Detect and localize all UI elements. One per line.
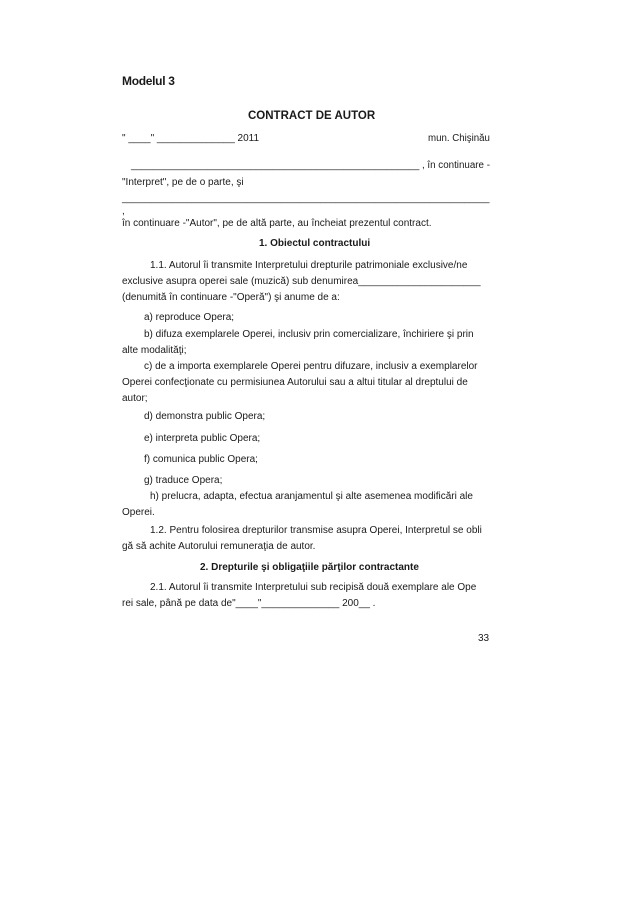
model-label: Modelul 3 — [122, 74, 175, 88]
p1-1-line3: (denumită în continuare -"Operă") şi anume de a: — [122, 292, 340, 303]
item-a: a) reproduce Opera; — [144, 312, 235, 323]
item-b-line2: alte modalităţi; — [122, 345, 187, 356]
item-g: g) traduce Opera; — [144, 475, 223, 486]
p1-1-line2: exclusive asupra operei sale (muzică) sub denumirea______________________ — [122, 276, 481, 287]
item-c-line3: autor; — [122, 393, 148, 404]
party1-blank: _____________________________________________________ , în continuare - — [131, 160, 490, 171]
page-number: 33 — [478, 633, 490, 644]
party2-comma: , — [122, 206, 125, 217]
date-line: " ____" ______________ 2011 — [122, 133, 260, 144]
party1-label: "Interpret", pe de o parte, şi — [122, 177, 244, 188]
item-f: f) comunica public Opera; — [144, 454, 258, 465]
item-c-line1: c) de a importa exemplarele Operei pentru difuzare, inclusiv a exemplarelor — [144, 361, 478, 372]
p1-2-line2: gă să achite Autorului remuneraţia de autor. — [122, 541, 316, 552]
item-b-line1: b) difuza exemplarele Operei, inclusiv prin comercializare, închiriere şi prin — [144, 329, 474, 340]
item-c-line2: Operei confecţionate cu permisiunea Autorului sau a altui titular al dreptului de — [122, 377, 468, 388]
p1-2-line1: 1.2. Pentru folosirea drepturilor transmise asupra Operei, Interpretul se obli — [150, 525, 482, 536]
section2-title: 2. Drepturile şi obligaţiile părţilor contractante — [200, 562, 419, 573]
p1-1-line1: 1.1. Autorul îi transmite Interpretului drepturile patrimoniale exclusive/ne — [150, 260, 468, 271]
party2-blank: __________________________________________________________________________ — [122, 193, 490, 204]
item-e: e) interpreta public Opera; — [144, 433, 261, 444]
document-title: CONTRACT DE AUTOR — [248, 110, 376, 122]
city: mun. Chişinău — [428, 133, 490, 144]
item-d: d) demonstra public Opera; — [144, 411, 266, 422]
p2-1-line1: 2.1. Autorul îi transmite Interpretului sub recipisă două exemplare ale Ope — [150, 582, 477, 593]
party2-label: în continuare -"Autor", pe de altă parte, au încheiat prezentul contract. — [122, 218, 432, 229]
item-h-line1: h) prelucra, adapta, efectua aranjamentul şi alte asemenea modificări ale — [150, 491, 473, 502]
section1-title: 1. Obiectul contractului — [259, 238, 371, 249]
item-h-line2: Operei. — [122, 507, 155, 518]
p2-1-line2: rei sale, până pe data de"____"______________ 200__ . — [122, 598, 376, 609]
